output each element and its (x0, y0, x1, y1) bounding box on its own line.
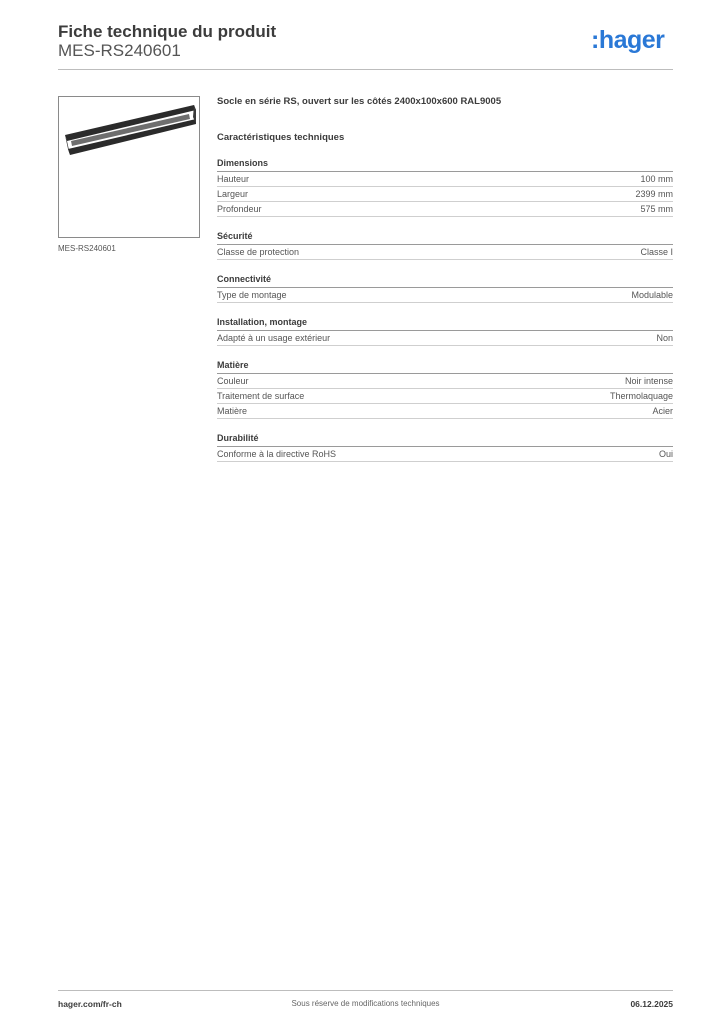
spec-group-title: Dimensions (217, 157, 673, 172)
svg-text::hager: :hager (591, 26, 665, 54)
spec-value: 575 mm (640, 204, 673, 214)
spec-group-title: Durabilité (217, 432, 673, 447)
spec-value: Non (656, 333, 673, 343)
spec-group-title: Installation, montage (217, 316, 673, 331)
spec-group-security (217, 230, 673, 260)
spec-label: Largeur (217, 189, 249, 199)
product-reference: MES-RS240601 (58, 41, 181, 60)
spec-value: Noir intense (624, 376, 673, 386)
spec-value: Modulable (631, 290, 673, 300)
spec-label: Couleur (217, 376, 249, 386)
page-header (58, 20, 673, 70)
spec-row (217, 404, 673, 419)
spec-value: Oui (658, 449, 673, 459)
spec-value: 2399 mm (635, 189, 673, 199)
spec-label: Matière (217, 406, 248, 416)
product-image (58, 96, 200, 238)
spec-row (217, 331, 673, 346)
spec-group-installation (217, 316, 673, 346)
spec-group-title: Sécurité (217, 230, 673, 245)
spec-label: Adapté à un usage extérieur (217, 333, 331, 343)
spec-value: 100 mm (640, 174, 673, 184)
spec-row (217, 389, 673, 404)
spec-label: Profondeur (217, 204, 262, 214)
spec-label: Traitement de surface (217, 391, 305, 401)
spec-row (217, 202, 673, 217)
spec-group-dimensions (217, 157, 673, 217)
spec-row (217, 288, 673, 303)
spec-label: Type de montage (217, 290, 287, 300)
spec-value: Thermolaquage (609, 391, 673, 401)
image-caption: MES-RS240601 (58, 244, 116, 253)
specs-panel (217, 96, 673, 462)
spec-label: Hauteur (217, 174, 250, 184)
spec-row (217, 245, 673, 260)
page-title: Fiche technique du produit (58, 22, 277, 41)
spec-value: Classe I (640, 247, 673, 257)
product-description: Socle en série RS, ouvert sur les côtés 2400x100x600 RAL9005 (217, 96, 502, 107)
rail-frame-icon (59, 97, 199, 237)
spec-group-title: Connectivité (217, 273, 673, 288)
spec-value: Acier (652, 406, 673, 416)
spec-row (217, 447, 673, 462)
page-footer (58, 990, 673, 1013)
spec-group-durability (217, 432, 673, 462)
footer-website-link[interactable]: hager.com/fr-ch (58, 999, 122, 1009)
spec-group-connectivity (217, 273, 673, 303)
spec-label: Conforme à la directive RoHS (217, 449, 337, 459)
footer-disclaimer: Sous réserve de modifications techniques (291, 999, 440, 1008)
specs-heading: Caractéristiques techniques (217, 132, 345, 143)
spec-row (217, 187, 673, 202)
footer-date: 06.12.2025 (630, 999, 673, 1009)
spec-group-material (217, 359, 673, 419)
hager-logo (591, 26, 673, 56)
spec-group-title: Matière (217, 359, 673, 374)
spec-label: Classe de protection (217, 247, 300, 257)
spec-row (217, 374, 673, 389)
spec-row (217, 172, 673, 187)
